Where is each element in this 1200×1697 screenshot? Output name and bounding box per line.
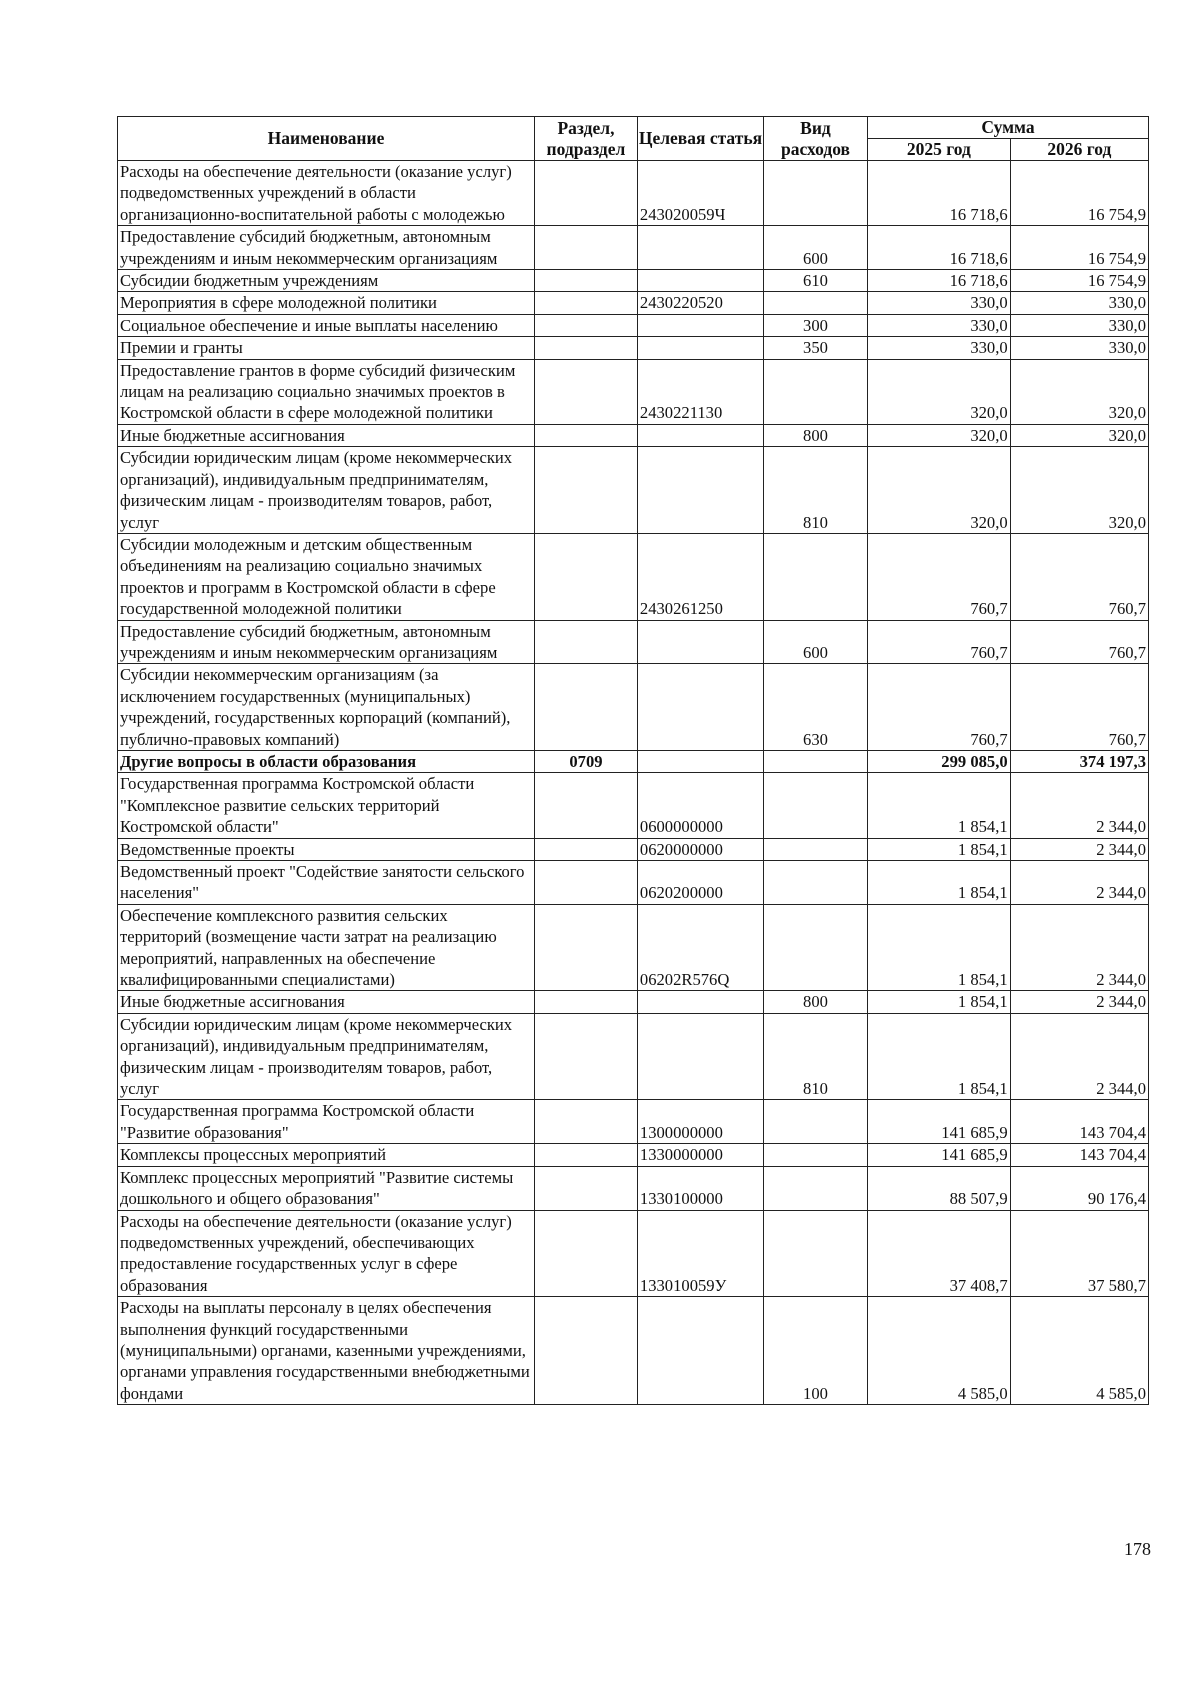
row-kind: 600 <box>764 620 868 664</box>
row-sum-2025: 760,7 <box>867 533 1010 620</box>
row-section <box>535 1100 638 1144</box>
row-section <box>535 270 638 292</box>
row-kind: 810 <box>764 447 868 534</box>
row-kind <box>764 1100 868 1144</box>
row-name: Комплексы процессных мероприятий <box>118 1144 535 1166</box>
row-kind <box>764 359 868 424</box>
row-target: 0620200000 <box>637 861 763 905</box>
row-target <box>637 991 763 1013</box>
row-name: Расходы на выплаты персоналу в целях обеспечения выполнения функций государственными (муниципальными) органами, казенными учреждениями, органами управления государственными внебюджетными фондами <box>118 1297 535 1405</box>
row-section <box>535 773 638 838</box>
row-sum-2026: 320,0 <box>1010 359 1148 424</box>
row-kind: 300 <box>764 314 868 336</box>
row-kind <box>764 750 868 772</box>
row-kind: 630 <box>764 664 868 751</box>
table-header <box>118 117 1149 161</box>
row-kind: 800 <box>764 991 868 1013</box>
table-row <box>118 337 1149 359</box>
row-sum-2026: 4 585,0 <box>1010 1297 1148 1405</box>
table-row <box>118 424 1149 446</box>
table-row <box>118 447 1149 534</box>
header-target: Целевая статья <box>637 117 763 161</box>
page-number: 178 <box>1124 1539 1151 1559</box>
row-section <box>535 226 638 270</box>
row-kind <box>764 1144 868 1166</box>
row-kind: 810 <box>764 1013 868 1100</box>
row-sum-2025: 330,0 <box>867 292 1010 314</box>
row-sum-2025: 16 718,6 <box>867 226 1010 270</box>
row-kind <box>764 1166 868 1210</box>
table-row <box>118 226 1149 270</box>
row-name: Обеспечение комплексного развития сельских территорий (возмещение части затрат на реализацию мероприятий, направленных на обеспечение квалифицированными специалистами) <box>118 904 535 991</box>
row-kind <box>764 838 868 860</box>
row-name: Ведомственные проекты <box>118 838 535 860</box>
row-sum-2026: 330,0 <box>1010 292 1148 314</box>
row-kind <box>764 773 868 838</box>
row-sum-2026: 2 344,0 <box>1010 861 1148 905</box>
row-section <box>535 991 638 1013</box>
row-kind: 100 <box>764 1297 868 1405</box>
row-sum-2025: 1 854,1 <box>867 838 1010 860</box>
row-section <box>535 664 638 751</box>
row-sum-2025: 141 685,9 <box>867 1144 1010 1166</box>
row-section <box>535 1013 638 1100</box>
row-target <box>637 664 763 751</box>
row-section <box>535 861 638 905</box>
row-kind <box>764 533 868 620</box>
row-name: Предоставление грантов в форме субсидий физическим лицам на реализацию социально значимых проектов в Костромской области в сфере молодежной политики <box>118 359 535 424</box>
table-row <box>118 750 1149 772</box>
row-name: Субсидии бюджетным учреждениям <box>118 270 535 292</box>
row-kind <box>764 292 868 314</box>
row-target <box>637 620 763 664</box>
row-name: Расходы на обеспечение деятельности (оказание услуг) подведомственных учреждений в области организационно-воспитательной работы с молодежью <box>118 161 535 226</box>
row-sum-2026: 90 176,4 <box>1010 1166 1148 1210</box>
row-section <box>535 424 638 446</box>
table-row <box>118 861 1149 905</box>
table-row <box>118 1013 1149 1100</box>
row-target: 1330100000 <box>637 1166 763 1210</box>
table-row <box>118 533 1149 620</box>
row-sum-2026: 330,0 <box>1010 314 1148 336</box>
row-kind: 600 <box>764 226 868 270</box>
row-target: 2430221130 <box>637 359 763 424</box>
row-target <box>637 1297 763 1405</box>
row-sum-2025: 1 854,1 <box>867 861 1010 905</box>
table-row <box>118 773 1149 838</box>
header-2026: 2026 год <box>1010 139 1148 161</box>
row-name: Мероприятия в сфере молодежной политики <box>118 292 535 314</box>
row-kind <box>764 904 868 991</box>
row-sum-2026: 760,7 <box>1010 664 1148 751</box>
row-target <box>637 337 763 359</box>
row-sum-2025: 37 408,7 <box>867 1210 1010 1297</box>
row-sum-2025: 320,0 <box>867 447 1010 534</box>
row-section <box>535 1166 638 1210</box>
row-sum-2025: 141 685,9 <box>867 1100 1010 1144</box>
row-section <box>535 1144 638 1166</box>
row-name: Предоставление субсидий бюджетным, автономным учреждениям и иным некоммерческим организациям <box>118 226 535 270</box>
row-sum-2026: 16 754,9 <box>1010 270 1148 292</box>
row-target: 06202R576Q <box>637 904 763 991</box>
row-sum-2025: 299 085,0 <box>867 750 1010 772</box>
row-sum-2026: 37 580,7 <box>1010 1210 1148 1297</box>
table-row <box>118 1297 1149 1405</box>
row-name: Иные бюджетные ассигнования <box>118 424 535 446</box>
row-sum-2026: 760,7 <box>1010 620 1148 664</box>
row-section <box>535 337 638 359</box>
row-section <box>535 447 638 534</box>
row-sum-2025: 760,7 <box>867 664 1010 751</box>
row-sum-2025: 320,0 <box>867 424 1010 446</box>
row-target <box>637 270 763 292</box>
row-sum-2026: 143 704,4 <box>1010 1144 1148 1166</box>
header-name: Наименование <box>118 117 535 161</box>
budget-table <box>117 116 1149 1405</box>
row-sum-2026: 320,0 <box>1010 447 1148 534</box>
row-name: Расходы на обеспечение деятельности (оказание услуг) подведомственных учреждений, обеспечивающих предоставление государственных услуг в сфере образования <box>118 1210 535 1297</box>
row-name: Иные бюджетные ассигнования <box>118 991 535 1013</box>
row-section <box>535 1210 638 1297</box>
header-sum: Сумма <box>867 117 1148 139</box>
row-target <box>637 447 763 534</box>
row-name: Субсидии некоммерческим организациям (за исключением государственных (муниципальных) учреждений, государственных корпораций (компаний), публично-правовых компаний) <box>118 664 535 751</box>
row-name: Ведомственный проект "Содействие занятости сельского населения" <box>118 861 535 905</box>
row-sum-2026: 320,0 <box>1010 424 1148 446</box>
row-sum-2025: 1 854,1 <box>867 904 1010 991</box>
row-sum-2025: 320,0 <box>867 359 1010 424</box>
row-section <box>535 838 638 860</box>
table-row <box>118 270 1149 292</box>
table-row <box>118 991 1149 1013</box>
table-row <box>118 161 1149 226</box>
row-target <box>637 424 763 446</box>
row-target: 2430261250 <box>637 533 763 620</box>
row-name: Государственная программа Костромской области "Развитие образования" <box>118 1100 535 1144</box>
row-target <box>637 314 763 336</box>
row-sum-2026: 760,7 <box>1010 533 1148 620</box>
table-row <box>118 664 1149 751</box>
row-sum-2025: 1 854,1 <box>867 991 1010 1013</box>
row-sum-2025: 760,7 <box>867 620 1010 664</box>
table-row <box>118 1100 1149 1144</box>
row-sum-2026: 374 197,3 <box>1010 750 1148 772</box>
row-sum-2026: 330,0 <box>1010 337 1148 359</box>
row-section <box>535 292 638 314</box>
row-sum-2025: 88 507,9 <box>867 1166 1010 1210</box>
row-sum-2025: 16 718,6 <box>867 161 1010 226</box>
row-sum-2026: 2 344,0 <box>1010 773 1148 838</box>
row-name: Государственная программа Костромской области "Комплексное развитие сельских территорий Костромской области" <box>118 773 535 838</box>
row-kind <box>764 161 868 226</box>
header-kind: Вид расходов <box>764 117 868 161</box>
table-row <box>118 838 1149 860</box>
table-row <box>118 359 1149 424</box>
row-target <box>637 226 763 270</box>
row-section <box>535 161 638 226</box>
row-name: Субсидии юридическим лицам (кроме некоммерческих организаций), индивидуальным предпринимателям, физическим лицам - производителям товаров, работ, услуг <box>118 447 535 534</box>
row-sum-2025: 1 854,1 <box>867 773 1010 838</box>
row-name: Предоставление субсидий бюджетным, автономным учреждениям и иным некоммерческим организациям <box>118 620 535 664</box>
row-target: 133010059У <box>637 1210 763 1297</box>
row-sum-2026: 2 344,0 <box>1010 838 1148 860</box>
row-kind: 800 <box>764 424 868 446</box>
row-section: 0709 <box>535 750 638 772</box>
row-sum-2026: 2 344,0 <box>1010 1013 1148 1100</box>
header-2025: 2025 год <box>867 139 1010 161</box>
row-name: Социальное обеспечение и иные выплаты населению <box>118 314 535 336</box>
row-target <box>637 750 763 772</box>
table-row <box>118 1166 1149 1210</box>
row-target: 0620000000 <box>637 838 763 860</box>
row-section <box>535 904 638 991</box>
row-sum-2025: 330,0 <box>867 314 1010 336</box>
table-row <box>118 1210 1149 1297</box>
row-target: 1330000000 <box>637 1144 763 1166</box>
table-row <box>118 1144 1149 1166</box>
table-row <box>118 292 1149 314</box>
table-row <box>118 904 1149 991</box>
row-name: Премии и гранты <box>118 337 535 359</box>
table-row <box>118 620 1149 664</box>
row-kind: 610 <box>764 270 868 292</box>
row-sum-2025: 1 854,1 <box>867 1013 1010 1100</box>
row-target: 243020059Ч <box>637 161 763 226</box>
row-section <box>535 533 638 620</box>
row-name: Субсидии молодежным и детским общественным объединениям на реализацию социально значимых проектов и программ в Костромской области в сфере государственной молодежной политики <box>118 533 535 620</box>
row-target: 0600000000 <box>637 773 763 838</box>
row-sum-2025: 330,0 <box>867 337 1010 359</box>
row-sum-2026: 2 344,0 <box>1010 991 1148 1013</box>
table-body <box>118 161 1149 1405</box>
table-row <box>118 314 1149 336</box>
row-section <box>535 620 638 664</box>
row-sum-2026: 16 754,9 <box>1010 226 1148 270</box>
row-name: Другие вопросы в области образования <box>118 750 535 772</box>
row-target: 1300000000 <box>637 1100 763 1144</box>
row-target: 2430220520 <box>637 292 763 314</box>
row-name: Субсидии юридическим лицам (кроме некоммерческих организаций), индивидуальным предпринимателям, физическим лицам - производителям товаров, работ, услуг <box>118 1013 535 1100</box>
row-kind: 350 <box>764 337 868 359</box>
header-section: Раздел, подраздел <box>535 117 638 161</box>
row-sum-2026: 2 344,0 <box>1010 904 1148 991</box>
row-kind <box>764 861 868 905</box>
row-section <box>535 359 638 424</box>
row-kind <box>764 1210 868 1297</box>
row-section <box>535 314 638 336</box>
row-sum-2025: 16 718,6 <box>867 270 1010 292</box>
row-sum-2026: 143 704,4 <box>1010 1100 1148 1144</box>
row-target <box>637 1013 763 1100</box>
row-sum-2025: 4 585,0 <box>867 1297 1010 1405</box>
row-section <box>535 1297 638 1405</box>
row-name: Комплекс процессных мероприятий "Развитие системы дошкольного и общего образования" <box>118 1166 535 1210</box>
row-sum-2026: 16 754,9 <box>1010 161 1148 226</box>
